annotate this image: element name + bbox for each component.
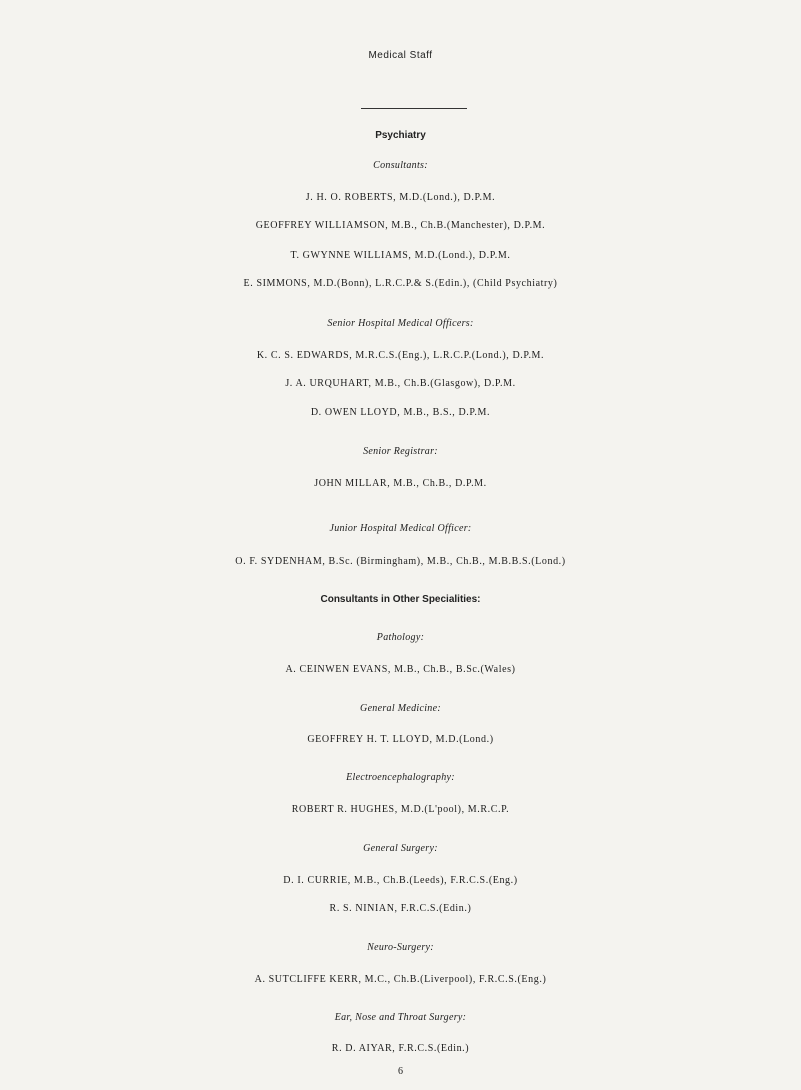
heading-ent-surgery: Ear, Nose and Throat Surgery: [334, 1012, 467, 1023]
junior-hmo-name: O. F. SYDENHAM, B.Sc. (Birmingham), M.B., Ch.B., M.B.B.S.(Lond.) [235, 556, 566, 567]
heading-general-surgery: General Surgery: [363, 843, 438, 854]
consultant-name: E. SIMMONS, M.D.(Bonn), L.R.C.P.& S.(Edin.), (Child Psychiatry) [243, 278, 558, 289]
consultant-name: T. GWYNNE WILLIAMS, M.D.(Lond.), D.P.M. [290, 250, 511, 261]
consultant-name: GEOFFREY WILLIAMSON, M.B., Ch.B.(Manchester), D.P.M. [255, 220, 546, 231]
page-number: 6 [398, 1066, 403, 1077]
title-divider [361, 108, 467, 109]
senior-hmo-name: K. C. S. EDWARDS, M.R.C.S.(Eng.), L.R.C.P.(Lond.), D.P.M. [256, 350, 545, 361]
section-heading-other-specialities: Consultants in Other Specialities: [320, 594, 481, 605]
heading-junior-hospital-medical-officer: Junior Hospital Medical Officer: [329, 523, 472, 534]
page-title: Medical Staff [368, 50, 433, 61]
heading-electroencephalography: Electroencephalography: [346, 772, 455, 783]
general-medicine-name: GEOFFREY H. T. LLOYD, M.D.(Lond.) [307, 734, 494, 745]
heading-pathology: Pathology: [376, 632, 425, 643]
neuro-surgery-name: A. SUTCLIFFE KERR, M.C., Ch.B.(Liverpool), F.R.C.S.(Eng.) [254, 974, 547, 985]
eeg-name: ROBERT R. HUGHES, M.D.(L'pool), M.R.C.P. [291, 804, 510, 815]
pathology-name: A. CEINWEN EVANS, M.B., Ch.B., B.Sc.(Wales) [285, 664, 516, 675]
senior-registrar-name: JOHN MILLAR, M.B., Ch.B., D.P.M. [314, 478, 487, 489]
heading-consultants: Consultants: [373, 160, 428, 171]
heading-neuro-surgery: Neuro-Surgery: [367, 942, 434, 953]
section-heading-psychiatry: Psychiatry [375, 130, 426, 141]
consultant-name: J. H. O. ROBERTS, M.D.(Lond.), D.P.M. [305, 192, 496, 203]
general-surgery-name: R. S. NINIAN, F.R.C.S.(Edin.) [329, 903, 472, 914]
ent-surgery-name: R. D. AIYAR, F.R.C.S.(Edin.) [331, 1043, 470, 1054]
senior-hmo-name: D. OWEN LLOYD, M.B., B.S., D.P.M. [310, 407, 491, 418]
heading-senior-registrar: Senior Registrar: [363, 446, 438, 457]
senior-hmo-name: J. A. URQUHART, M.B., Ch.B.(Glasgow), D.P.M. [285, 378, 516, 389]
heading-general-medicine: General Medicine: [360, 703, 441, 714]
general-surgery-name: D. I. CURRIE, M.B., Ch.B.(Leeds), F.R.C.S.(Eng.) [283, 875, 518, 886]
heading-senior-hospital-medical-officers: Senior Hospital Medical Officers: [327, 318, 474, 329]
